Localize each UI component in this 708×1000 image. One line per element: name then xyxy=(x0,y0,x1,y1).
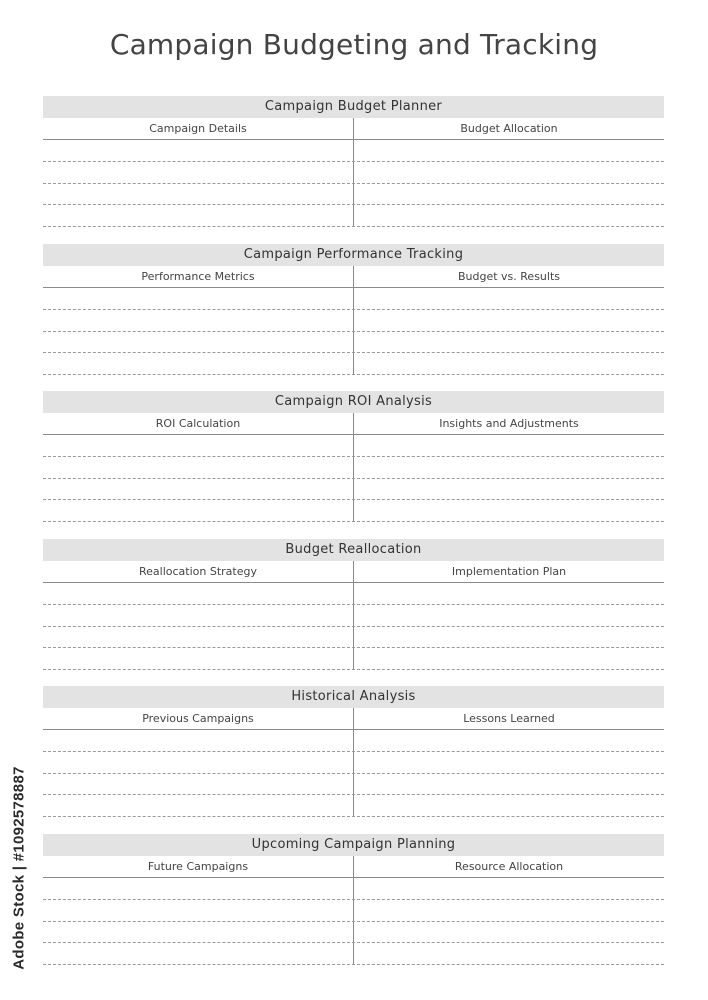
section-title: Historical Analysis xyxy=(43,686,664,708)
writing-line xyxy=(43,604,664,605)
section-title: Upcoming Campaign Planning xyxy=(43,834,664,856)
writing-line xyxy=(43,626,664,627)
writing-line xyxy=(43,964,664,965)
writing-line xyxy=(43,521,664,522)
column-header-left: Reallocation Strategy xyxy=(139,565,257,578)
writing-line xyxy=(43,921,664,922)
column-header-left: Previous Campaigns xyxy=(142,712,254,725)
section-historical-analysis xyxy=(43,686,664,822)
writing-line xyxy=(43,899,664,900)
column-divider xyxy=(353,856,354,964)
column-header-left: Future Campaigns xyxy=(147,860,249,873)
section-title: Campaign Performance Tracking xyxy=(43,244,664,266)
writing-line xyxy=(43,478,664,479)
writing-line xyxy=(43,773,664,774)
column-header-right: Insights and Adjustments xyxy=(439,417,579,430)
writing-line xyxy=(43,161,664,162)
section-budget-reallocation xyxy=(43,539,664,675)
writing-line xyxy=(43,331,664,332)
column-divider xyxy=(353,561,354,669)
writing-line xyxy=(43,352,664,353)
column-divider xyxy=(353,266,354,374)
writing-line xyxy=(43,816,664,817)
column-header-right: Budget vs. Results xyxy=(457,270,560,283)
column-header-right: Lessons Learned xyxy=(463,712,555,725)
page-title: Campaign Budgeting and Tracking xyxy=(109,28,599,61)
section-title: Campaign ROI Analysis xyxy=(43,391,664,413)
column-header-right: Implementation Plan xyxy=(451,565,567,578)
writing-line xyxy=(43,309,664,310)
column-divider xyxy=(353,118,354,226)
writing-line xyxy=(43,499,664,500)
writing-line xyxy=(43,374,664,375)
section-campaign-roi-analysis xyxy=(43,391,664,527)
writing-line xyxy=(43,226,664,227)
writing-line xyxy=(43,669,664,670)
writing-line xyxy=(43,794,664,795)
writing-line xyxy=(43,751,664,752)
writing-line xyxy=(43,647,664,648)
column-header-left: ROI Calculation xyxy=(155,417,241,430)
watermark-text: Adobe Stock | #1092578887 xyxy=(10,766,28,970)
writing-line xyxy=(43,204,664,205)
column-header-left: Performance Metrics xyxy=(141,270,255,283)
writing-line xyxy=(43,942,664,943)
section-campaign-budget-planner xyxy=(43,96,664,232)
column-header-right: Budget Allocation xyxy=(460,122,558,135)
section-upcoming-campaign-planning xyxy=(43,834,664,970)
writing-line xyxy=(43,456,664,457)
column-header-right: Resource Allocation xyxy=(454,860,564,873)
column-header-left: Campaign Details xyxy=(149,122,247,135)
section-title: Campaign Budget Planner xyxy=(43,96,664,118)
writing-line xyxy=(43,183,664,184)
section-title: Budget Reallocation xyxy=(43,539,664,561)
column-divider xyxy=(353,708,354,816)
column-divider xyxy=(353,413,354,521)
stock-watermark xyxy=(8,752,30,984)
section-campaign-performance-tracking xyxy=(43,244,664,380)
